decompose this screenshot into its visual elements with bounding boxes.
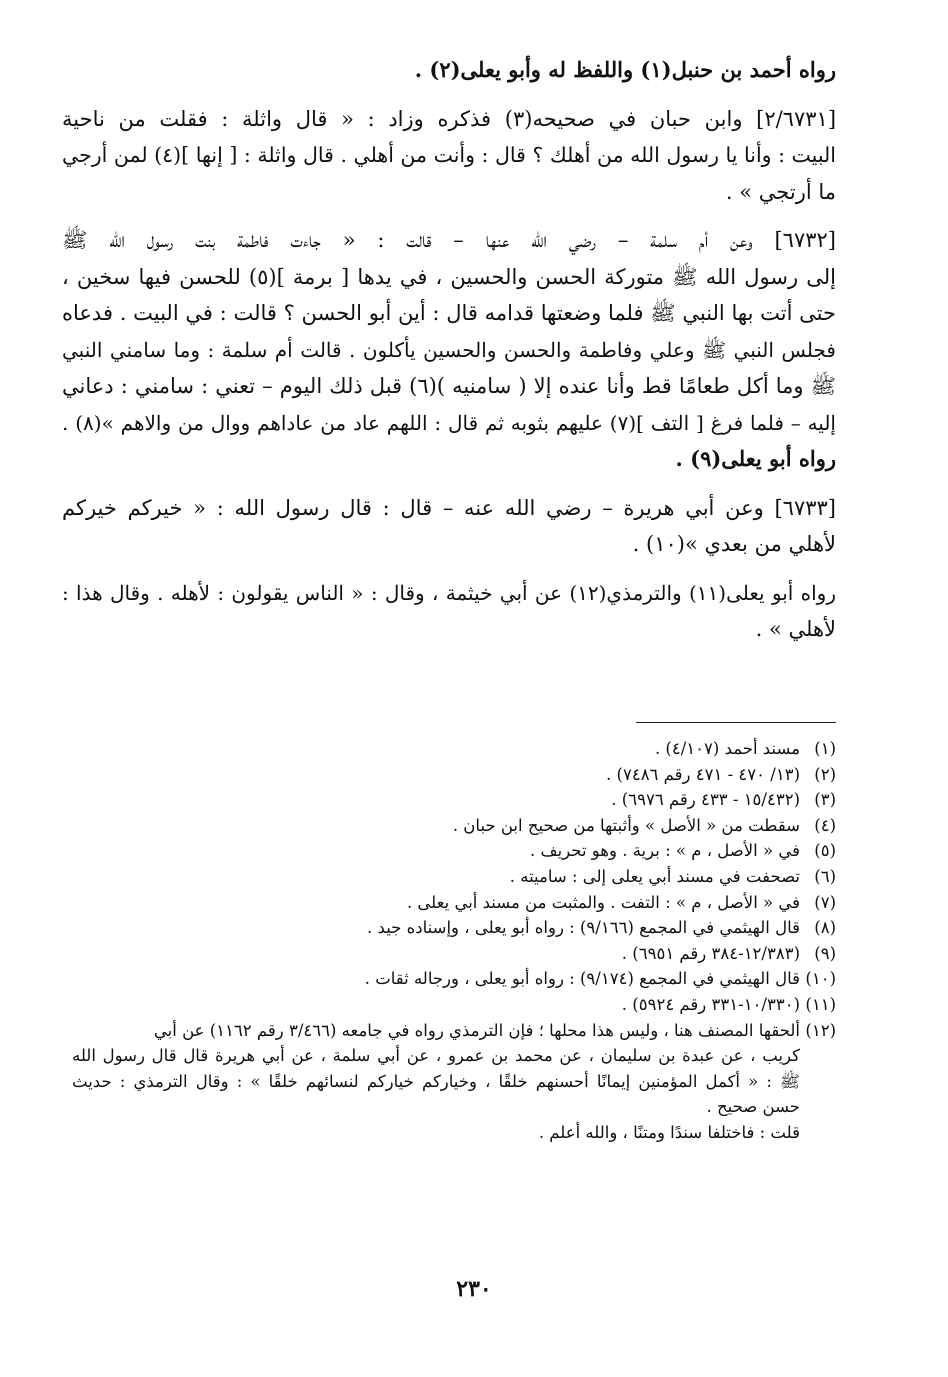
footnote-number: (٥) <box>814 841 836 861</box>
footnote-number: (٣) <box>814 790 836 810</box>
footnote-number: (٨) <box>814 918 836 938</box>
hadith-6733-line: [٦٧٣٣] وعن أبي هريرة – رضي الله عنه – قال : قال رسول الله : « خيركم خيركم <box>62 495 836 520</box>
text-line: حتى أتت بها النبي ﷺ فلما وضعتها قدامه قال : أين أبو الحسن ؟ قالت : في البيت . فدعاه <box>62 301 836 325</box>
footnote-divider <box>636 722 836 723</box>
footnote-8 <box>72 915 836 941</box>
footnote-text: قال الهيثمي في المجمع (٩/١٦٦) : رواه أبو يعلى ، وإسناده جيد . <box>367 918 800 938</box>
footnote-text: في « الأصل ، م » : التفت . والمثبت من مسند أبي يعلى . <box>406 892 800 912</box>
text-line: ﷺ وما أكل طعامًا قط وأنا عنده إلا ( سامنيه )(٦) قبل ذلك اليوم – تعني : سامني : دعاني <box>62 374 836 398</box>
footnote-text: مسند أحمد (٤/١٠٧) . <box>654 739 800 758</box>
footnotes <box>72 736 836 1146</box>
text-line: رواه أحمد بن حنبل(١) واللفظ له وأبو يعلى(٢) . <box>414 57 836 82</box>
text-line: رواه أبو يعلى(٩) . <box>675 446 836 471</box>
main-text <box>62 52 836 648</box>
footnote-number: (٤) <box>814 815 836 835</box>
footnote-text: (١٣/ ٤٧٠ - ٤٧١ رقم ٧٤٨٦) . <box>606 764 800 784</box>
footnote-text: ألحقها المصنف هنا ، وليس هذا محلها ؛ فإن الترمذي رواه في جامعه (٣/٤٦٦ رقم ١١٦٢) عن أبي <box>153 1020 800 1040</box>
footnote-1 <box>72 736 836 762</box>
footnote-number: (١) <box>814 739 836 758</box>
footnote-text: تصحفت في مسند أبي يعلى إلى : ساميته . <box>509 866 800 886</box>
footnote-number: (١٢) <box>805 1020 836 1040</box>
page-number: ٢٣٠ <box>456 1276 492 1302</box>
footnote-text: قال الهيثمي في المجمع (٩/١٧٤) : رواه أبو يعلى ، ورجاله ثقات . <box>364 969 800 989</box>
footnote-12-continuation: كريب ، عن عبدة بن سليمان ، عن محمد بن عمرو ، عن أبي سلمة ، عن أبي هريرة قال قال رسول الله <box>72 1046 800 1066</box>
footnote-10 <box>72 966 836 992</box>
footnote-number: (٢) <box>814 764 836 784</box>
footnote-number: (١١) <box>805 994 836 1014</box>
footnote-number: (١٠) <box>805 969 836 989</box>
hadith-6731-line: [٢/٦٧٣١] وابن حبان في صحيحه(٣) فذكره وزاد : « قال واثلة : فقلت من ناحية <box>62 106 836 131</box>
text-line: إلى رسول الله ﷺ متوركة الحسن والحسين ، في يدها [ برمة ](٥) للحسن فيها سخين ، <box>62 264 836 289</box>
footnote-12-continuation: حسن صحيح . <box>706 1097 800 1117</box>
footnote-text: في « الأصل ، م » : برية . وهو تحريف . <box>530 841 800 861</box>
footnote-3 <box>72 787 836 813</box>
text-line: إليه – فلما فرغ [ التف ](٧) عليهم بثوبه ثم قال : اللهم عاد من عاداهم ووال من والاهم »(٨) . <box>62 410 836 435</box>
footnote-2 <box>72 762 836 788</box>
text-line: لأهلي من بعدي »(١٠) . <box>632 532 836 556</box>
footnote-9 <box>72 941 836 967</box>
footnote-12 <box>72 1018 836 1044</box>
footnote-number: (٩) <box>814 943 836 963</box>
text-line: رواه أبو يعلى(١١) والترمذي(١٢) عن أبي خيثمة ، وقال : « الناس يقولون : لأهله . وقال هذا : <box>62 580 836 605</box>
footnote-12-continuation: قلت : فاختلفا سندًا ومتنًا ، والله أعلم . <box>538 1122 800 1142</box>
text-line: ما أرتجي » . <box>725 179 836 204</box>
footnote-text: (١٢/٣٨٣-٣٨٤ رقم ٦٩٥١) . <box>621 943 800 963</box>
text-line: لأهلي » . <box>755 617 836 641</box>
footnote-5 <box>72 838 836 864</box>
footnote-number: (٦) <box>814 866 836 886</box>
footnote-text: سقطت من « الأصل » وأثبتها من صحيح ابن حبان . <box>452 815 800 835</box>
footnote-6 <box>72 864 836 890</box>
footnote-7 <box>72 890 836 916</box>
footnote-number: (٧) <box>814 892 836 912</box>
text-line: فجلس النبي ﷺ وعلي وفاطمة والحسن والحسين يأكلون . قالت أم سلمة : وما سامني النبي <box>62 337 836 362</box>
footnote-4 <box>72 813 836 839</box>
footnote-text: (١٠/٣٣٠-٣٣١ رقم ٥٩٢٤) . <box>621 994 800 1014</box>
text-line: البيت : وأنا يا رسول الله من أهلك ؟ قال : وأنت من أهلي . قال واثلة : [ إنها ](٤) لمن أرجي <box>62 143 836 167</box>
hadith-6732-line: [٦٧٣٢] وعن أم سلمة – رضي الله عنها – قالت : « جاءت فاطمة بنت رسول الله ﷺ <box>62 228 836 252</box>
footnote-text: (١٥/٤٣٢ - ٤٣٣ رقم ٦٩٧٦) . <box>611 790 800 810</box>
footnote-12-continuation: ﷺ : « أكمل المؤمنين إيمانًا أحسنهم خلقًا ، وخياركم خياركم لنسائهم خلقًا » : وقال الترمذي : حديث <box>72 1071 800 1091</box>
footnote-11 <box>72 992 836 1018</box>
